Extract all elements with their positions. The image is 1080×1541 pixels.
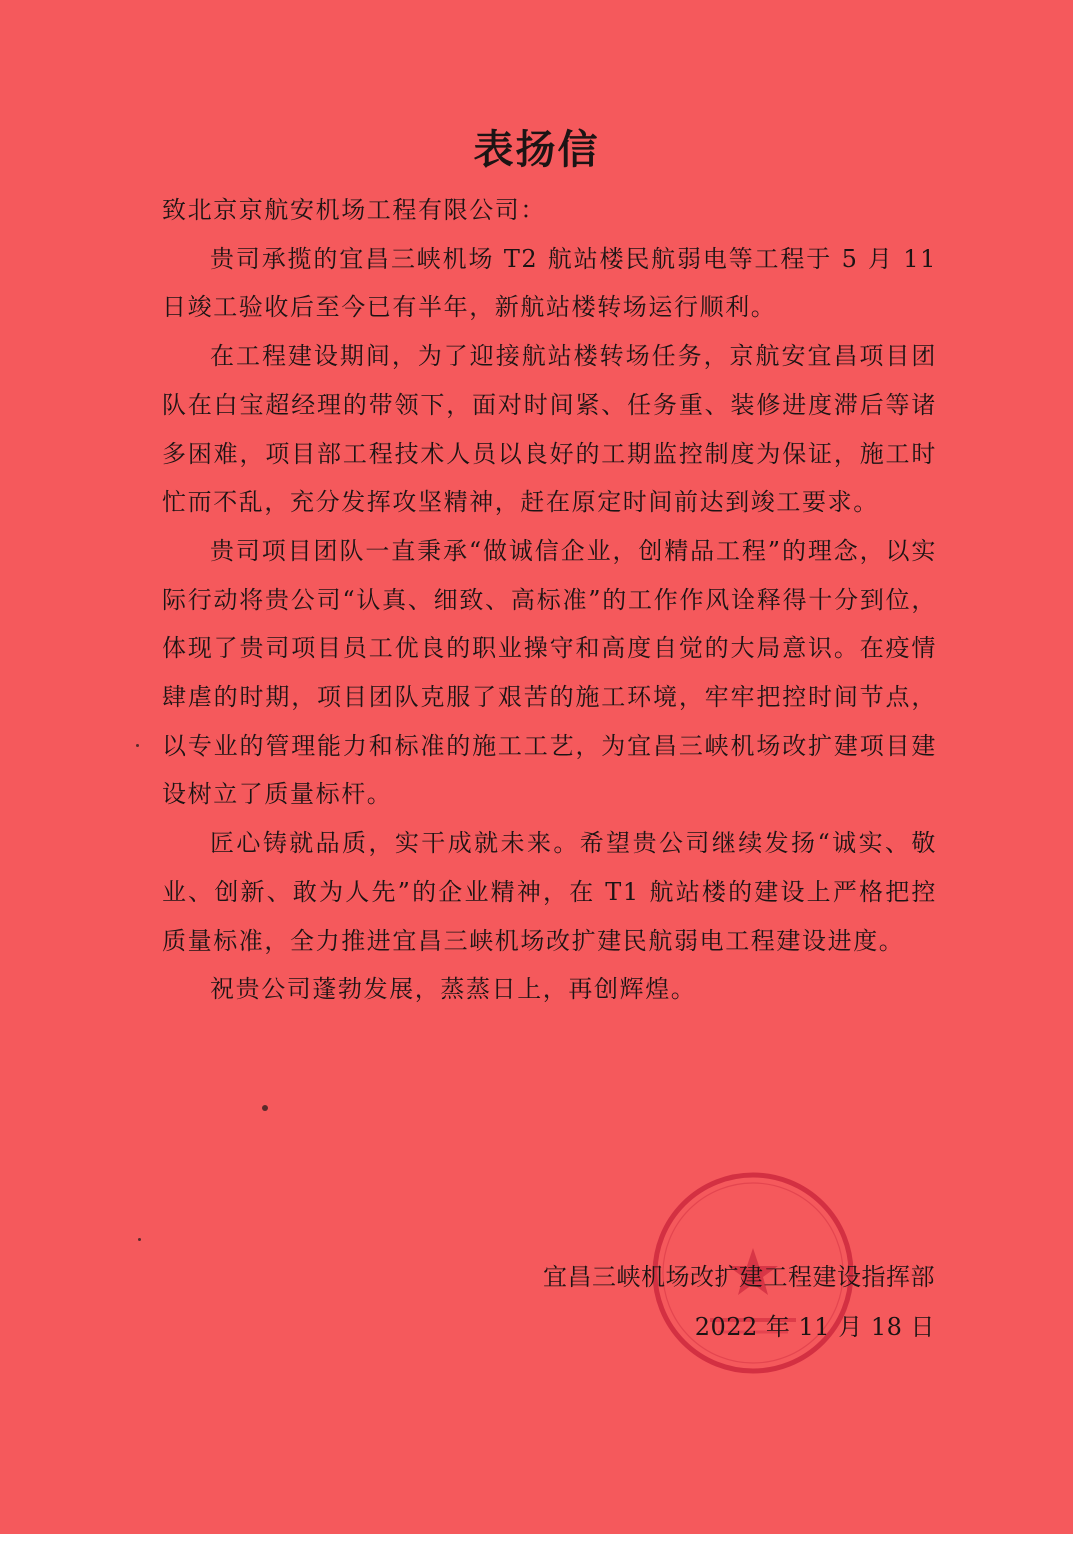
letter-body (162, 186, 937, 1014)
letter-title: 表扬信 (473, 127, 600, 173)
paper-speck (138, 1238, 141, 1241)
salutation: 致北京京航安机场工程有限公司： (162, 196, 546, 224)
paragraph-2: 在工程建设期间，为了迎接航站楼转场任务，京航安宜昌项目团队在白宝超经理的带领下，面对时间紧、任务重、装修进度滞后等诸多困难，项目部工程技术人员以良好的工期监控制度为保证，施工时忙而不乱，充分发挥攻坚精神，赶在原定时间前达到竣工要求。 (162, 342, 937, 517)
paragraph-1: 贵司承揽的宜昌三峡机场 T2 航站楼民航弱电等工程于 5 月 11 日竣工验收后至今已有半年，新航站楼转场运行顺利。 (162, 244, 937, 322)
signing-date: 2022 年 11 月 18 日 (694, 1313, 935, 1341)
paper-speck (136, 744, 139, 747)
closing-wish: 祝贵公司蓬勃发展，蒸蒸日上，再创辉煌。 (210, 975, 697, 1004)
paragraph-3: 贵司项目团队一直秉承“做诚信企业，创精品工程”的理念，以实际行动将贵公司“认真、细致、高标准”的工作作风诠释得十分到位，体现了贵司项目员工优良的职业操守和高度自觉的大局意识。在疫情肆虐的时期，项目团队克服了艰苦的施工环境，牢牢把控时间节点，以专业的管理能力和标准的施工工艺，为宜昌三峡机场改扩建项目建设树立了质量标杆。 (162, 536, 937, 809)
signature-block (543, 1252, 935, 1352)
signing-organization: 宜昌三峡机场改扩建工程建设指挥部 (543, 1263, 935, 1291)
paper-speck (262, 1105, 268, 1111)
paragraph-4: 匠心铸就品质，实干成就未来。希望贵公司继续发扬“诚实、敬业、创新、敢为人先”的企业精神，在 T1 航站楼的建设上严格把控质量标准，全力推进宜昌三峡机场改扩建民航弱电工程建设进度。 (162, 829, 937, 955)
